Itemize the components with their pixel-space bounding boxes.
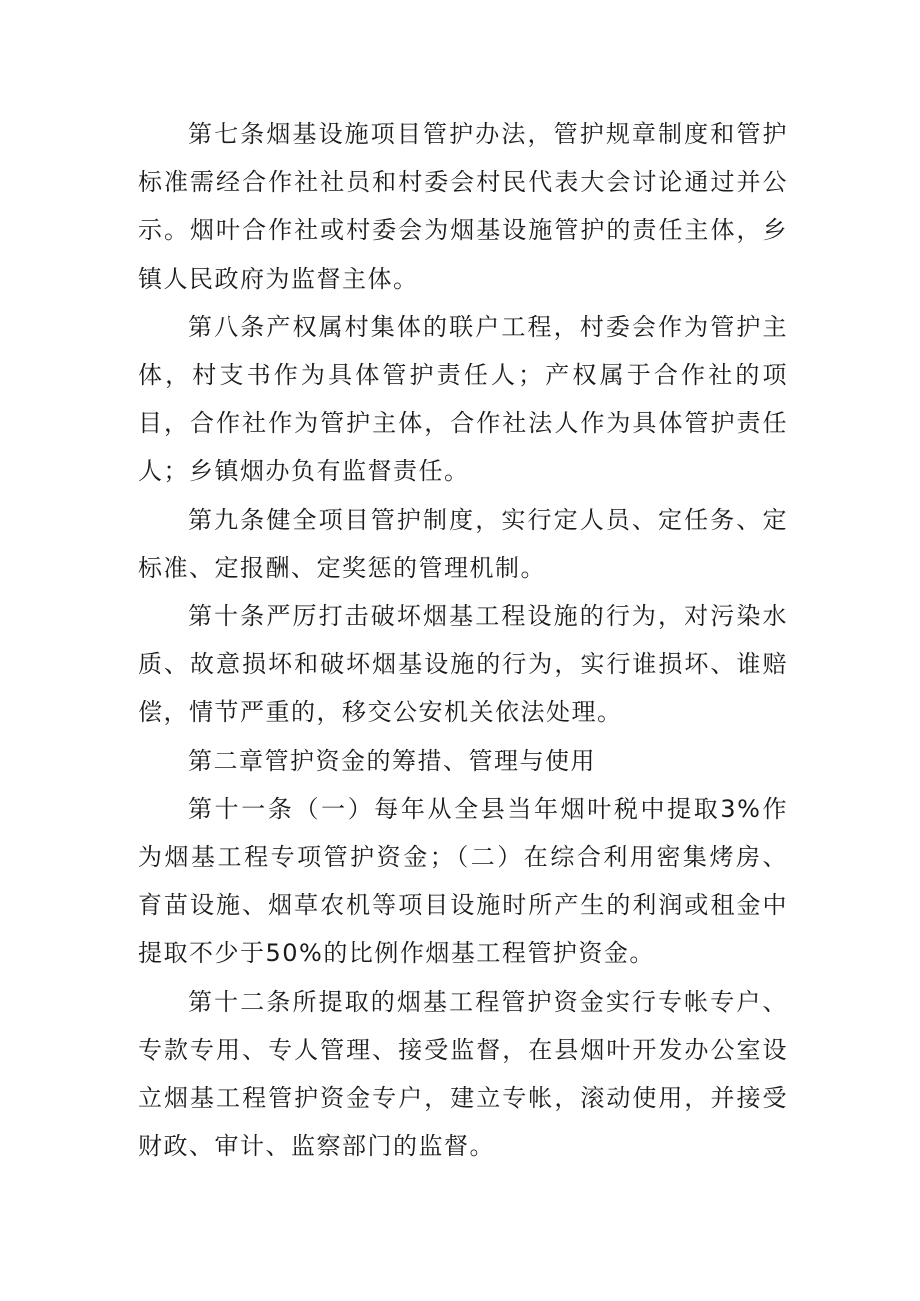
article-10-paragraph: 第十条严厉打击破坏烟基工程设施的行为，对污染水质、故意损坏和破坏烟基设施的行为，实行谁损坏、谁赔偿，情节严重的，移交公安机关依法处理。 [138,602,788,727]
article-8-paragraph: 第八条产权属村集体的联户工程，村委会作为管护主体，村支书作为具体管护责任人；产权属于合作社的项目，合作社作为管护主体，合作社法人作为具体管护责任人；乡镇烟办负有监督责任。 [138,312,788,486]
chapter-2-heading: 第二章管护资金的筹措、管理与使用 [188,746,596,775]
document-body [138,110,788,1170]
article-12-paragraph: 第十二条所提取的烟基工程管护资金实行专帐专户、专款专用、专人管理、接受监督，在县烟叶开发办公室设立烟基工程管护资金专户，建立专帐，滚动使用，并接受财政、审计、监察部门的监督。 [138,987,788,1161]
article-11-paragraph: 第十一条（一）每年从全县当年烟叶税中提取3%作为烟基工程专项管护资金；（二）在综合利用密集烤房、育苗设施、烟草农机等项目设施时所产生的利润或租金中提取不少于50%的比例作烟基工程管护资金。 [138,794,788,968]
article-7-paragraph: 第七条烟基设施项目管护办法，管护规章制度和管护标准需经合作社社员和村委会村民代表大会讨论通过并公示。烟叶合作社或村委会为烟基设施管护的责任主体，乡镇人民政府为监督主体。 [138,120,788,293]
article-9-paragraph: 第九条健全项目管护制度，实行定人员、定任务、定标准、定报酬、定奖惩的管理机制。 [138,505,788,582]
